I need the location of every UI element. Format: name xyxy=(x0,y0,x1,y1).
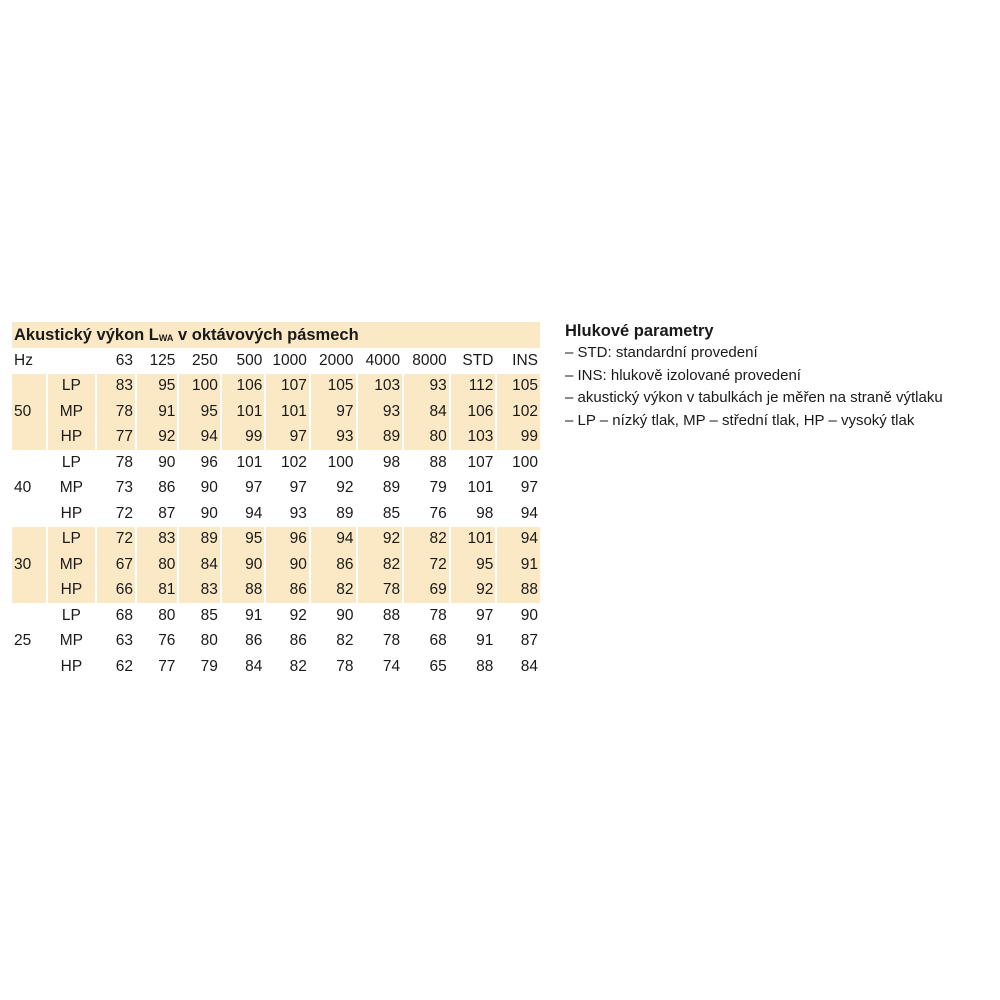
value-cell: 78 xyxy=(358,578,403,604)
header-band: 250 xyxy=(191,351,218,369)
table-row xyxy=(12,527,540,553)
value-cell: 72 xyxy=(97,527,135,553)
value-cell: 82 xyxy=(289,657,307,675)
noise-parameters-legend xyxy=(565,320,995,432)
value-cell: 97 xyxy=(266,425,309,451)
hz-cell xyxy=(12,578,46,604)
value-cell: 103 xyxy=(358,374,403,400)
value-cell: 78 xyxy=(336,657,354,675)
value-cell: 86 xyxy=(311,552,356,578)
value-cell: 97 xyxy=(289,479,307,497)
value-cell: 91 xyxy=(497,552,540,578)
legend-line-std: – STD: standardní provedení xyxy=(565,344,758,361)
table-row xyxy=(12,603,540,629)
value-cell: 80 xyxy=(137,552,177,578)
table-row xyxy=(12,501,540,527)
value-cell: 84 xyxy=(179,552,219,578)
header-band: INS xyxy=(512,351,538,369)
pressure-label-cell: MP xyxy=(59,479,84,497)
value-cell: 105 xyxy=(311,374,356,400)
value-cell: 100 xyxy=(179,374,219,400)
value-cell: 95 xyxy=(137,374,177,400)
value-cell: 92 xyxy=(451,578,496,604)
value-cell: 72 xyxy=(404,552,449,578)
header-band: 4000 xyxy=(365,351,401,369)
value-cell: 67 xyxy=(97,552,135,578)
value-cell: 93 xyxy=(404,374,449,400)
value-cell: 82 xyxy=(404,527,449,553)
table-row xyxy=(12,425,540,451)
table-title xyxy=(12,322,540,348)
value-cell: 76 xyxy=(429,504,447,522)
value-cell: 78 xyxy=(382,632,401,650)
hz-cell xyxy=(12,450,46,476)
pressure-label-cell: LP xyxy=(61,606,81,624)
value-cell: 83 xyxy=(137,527,177,553)
hz-cell xyxy=(12,374,46,400)
value-cell: 62 xyxy=(115,657,134,675)
header-band: 500 xyxy=(236,351,263,369)
table-title-prefix: Akustický výkon L xyxy=(14,326,159,344)
data-grid xyxy=(10,348,542,680)
value-cell: 95 xyxy=(179,399,219,425)
value-cell: 80 xyxy=(158,606,176,624)
table-title-suffix: v oktávových pásmech xyxy=(173,326,359,344)
value-cell: 94 xyxy=(497,527,540,553)
value-cell: 91 xyxy=(137,399,177,425)
value-cell: 90 xyxy=(520,606,538,624)
legend-title: Hlukové parametry xyxy=(565,322,714,340)
value-cell: 91 xyxy=(476,632,494,650)
value-cell: 78 xyxy=(97,399,135,425)
value-cell: 68 xyxy=(429,632,447,650)
value-cell: 94 xyxy=(245,504,263,522)
value-cell: 97 xyxy=(311,399,356,425)
value-cell: 90 xyxy=(158,453,176,471)
value-cell: 101 xyxy=(236,453,263,471)
header-hz: Hz xyxy=(14,351,33,369)
hz-cell: 25 xyxy=(14,632,32,650)
hz-cell: 50 xyxy=(12,399,46,425)
value-cell: 90 xyxy=(266,552,309,578)
legend-line-measurement: – akustický výkon v tabulkách je měřen na straně výtlaku xyxy=(565,389,943,406)
value-cell: 97 xyxy=(520,479,538,497)
value-cell: 107 xyxy=(266,374,309,400)
value-cell: 102 xyxy=(280,453,307,471)
pressure-label-cell: HP xyxy=(60,504,83,522)
value-cell: 79 xyxy=(429,479,447,497)
value-cell: 78 xyxy=(429,606,447,624)
value-cell: 87 xyxy=(158,504,176,522)
header-row xyxy=(12,348,540,374)
value-cell: 89 xyxy=(382,479,401,497)
value-cell: 88 xyxy=(476,657,494,675)
pressure-label-cell: LP xyxy=(48,374,95,400)
value-cell: 66 xyxy=(97,578,135,604)
value-cell: 106 xyxy=(222,374,265,400)
table-row xyxy=(12,578,540,604)
header-band: 2000 xyxy=(319,351,354,369)
header-band: 1000 xyxy=(272,351,307,369)
value-cell: 72 xyxy=(115,504,134,522)
value-cell: 83 xyxy=(97,374,135,400)
value-cell: 107 xyxy=(467,453,494,471)
value-cell: 89 xyxy=(358,425,403,451)
value-cell: 65 xyxy=(429,657,447,675)
value-cell: 63 xyxy=(115,632,134,650)
acoustic-power-table xyxy=(12,322,540,680)
value-cell: 101 xyxy=(266,399,309,425)
value-cell: 101 xyxy=(467,479,494,497)
value-cell: 79 xyxy=(200,657,218,675)
value-cell: 86 xyxy=(289,632,307,650)
value-cell: 95 xyxy=(222,527,265,553)
header-band: 8000 xyxy=(412,351,447,369)
value-cell: 101 xyxy=(451,527,496,553)
value-cell: 91 xyxy=(245,606,263,624)
value-cell: 97 xyxy=(476,606,494,624)
value-cell: 103 xyxy=(451,425,496,451)
value-cell: 82 xyxy=(358,552,403,578)
value-cell: 88 xyxy=(497,578,540,604)
value-cell: 96 xyxy=(200,453,218,471)
pressure-label-cell: LP xyxy=(61,453,81,471)
value-cell: 94 xyxy=(311,527,356,553)
hz-cell xyxy=(12,603,46,629)
table-row xyxy=(12,629,540,655)
table-title-subscript: WA xyxy=(158,333,174,343)
value-cell: 76 xyxy=(158,632,176,650)
value-cell: 101 xyxy=(222,399,265,425)
value-cell: 78 xyxy=(115,453,134,471)
table-row xyxy=(12,476,540,502)
value-cell: 87 xyxy=(520,632,538,650)
value-cell: 73 xyxy=(115,479,134,497)
value-cell: 77 xyxy=(97,425,135,451)
value-cell: 86 xyxy=(245,632,263,650)
value-cell: 89 xyxy=(179,527,219,553)
value-cell: 99 xyxy=(497,425,540,451)
pressure-label-cell: MP xyxy=(48,399,95,425)
value-cell: 81 xyxy=(137,578,177,604)
value-cell: 97 xyxy=(245,479,263,497)
value-cell: 93 xyxy=(358,399,403,425)
pressure-label-cell: HP xyxy=(48,578,95,604)
value-cell: 90 xyxy=(222,552,265,578)
pressure-label-cell: MP xyxy=(59,632,84,650)
value-cell: 69 xyxy=(404,578,449,604)
value-cell: 95 xyxy=(451,552,496,578)
value-cell: 82 xyxy=(336,632,354,650)
value-cell: 84 xyxy=(520,657,538,675)
hz-cell xyxy=(12,527,46,553)
value-cell: 88 xyxy=(429,453,447,471)
value-cell: 85 xyxy=(382,504,401,522)
value-cell: 90 xyxy=(200,504,218,522)
legend-line-ins: – INS: hlukově izolované provedení xyxy=(565,366,801,384)
value-cell: 77 xyxy=(158,657,176,675)
value-cell: 102 xyxy=(497,399,540,425)
value-cell: 74 xyxy=(382,657,401,675)
pressure-label-cell: LP xyxy=(48,527,95,553)
header-band: 125 xyxy=(149,351,176,369)
value-cell: 92 xyxy=(289,606,307,624)
table-row xyxy=(12,374,540,400)
table-row xyxy=(12,399,540,425)
value-cell: 80 xyxy=(200,632,218,650)
value-cell: 106 xyxy=(451,399,496,425)
hz-cell: 30 xyxy=(12,552,46,578)
hz-cell xyxy=(12,654,46,680)
value-cell: 93 xyxy=(289,504,307,522)
value-cell: 92 xyxy=(137,425,177,451)
value-cell: 90 xyxy=(200,479,218,497)
table-row xyxy=(12,654,540,680)
value-cell: 100 xyxy=(327,453,354,471)
value-cell: 94 xyxy=(520,504,538,522)
value-cell: 94 xyxy=(179,425,219,451)
value-cell: 100 xyxy=(512,453,538,471)
value-cell: 84 xyxy=(245,657,263,675)
value-cell: 80 xyxy=(404,425,449,451)
pressure-label-cell: MP xyxy=(48,552,95,578)
value-cell: 96 xyxy=(266,527,309,553)
value-cell: 86 xyxy=(158,479,176,497)
value-cell: 83 xyxy=(179,578,219,604)
hz-cell xyxy=(12,501,46,527)
value-cell: 90 xyxy=(336,606,354,624)
legend-line-pressure: – LP – nízký tlak, MP – střední tlak, HP – vysoký tlak xyxy=(565,411,915,429)
pressure-label-cell: HP xyxy=(48,425,95,451)
value-cell: 105 xyxy=(497,374,540,400)
value-cell: 112 xyxy=(451,374,496,400)
value-cell: 88 xyxy=(222,578,265,604)
value-cell: 86 xyxy=(266,578,309,604)
value-cell: 93 xyxy=(311,425,356,451)
table-row xyxy=(12,450,540,476)
hz-cell: 40 xyxy=(14,479,32,497)
value-cell: 98 xyxy=(382,453,401,471)
header-blank xyxy=(48,348,95,374)
pressure-label-cell: HP xyxy=(60,657,83,675)
value-cell: 92 xyxy=(358,527,403,553)
header-band: 63 xyxy=(115,351,134,369)
value-cell: 98 xyxy=(476,504,494,522)
value-cell: 89 xyxy=(336,504,354,522)
value-cell: 82 xyxy=(311,578,356,604)
table-row xyxy=(12,552,540,578)
value-cell: 85 xyxy=(200,606,218,624)
value-cell: 68 xyxy=(115,606,134,624)
value-cell: 88 xyxy=(382,606,401,624)
value-cell: 84 xyxy=(404,399,449,425)
value-cell: 99 xyxy=(222,425,265,451)
value-cell: 92 xyxy=(336,479,354,497)
hz-cell xyxy=(12,425,46,451)
header-band: STD xyxy=(462,351,494,369)
